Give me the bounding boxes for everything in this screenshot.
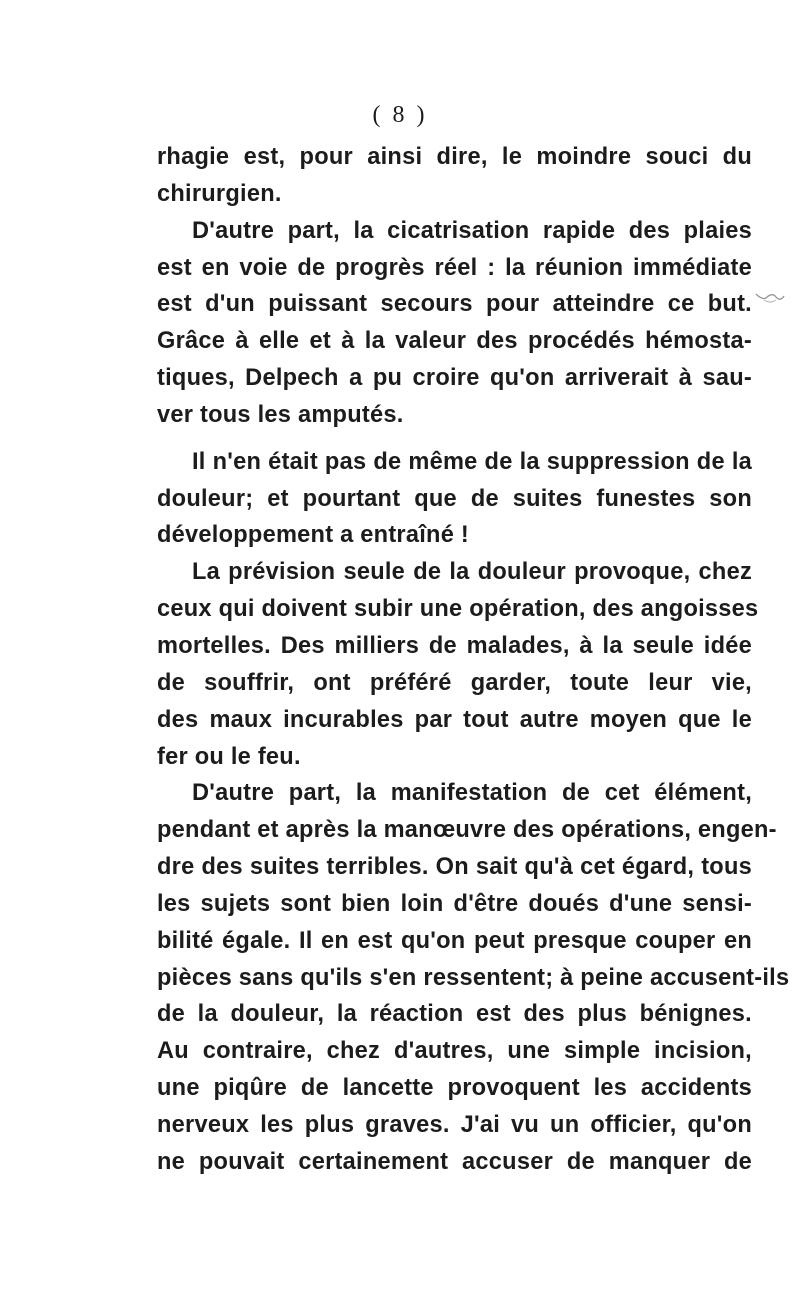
- text-line: mortelles. Des milliers de malades, à la seule idée: [157, 632, 752, 659]
- text-line: ver tous les amputés.: [157, 401, 404, 428]
- text-line: bilité égale. Il en est qu'on peut presque couper en: [157, 927, 752, 954]
- text-line: Au contraire, chez d'autres, une simple incision,: [157, 1038, 752, 1065]
- text-line: fer ou le feu.: [157, 743, 301, 770]
- paragraph: [157, 444, 752, 555]
- page-number: ( 8 ): [372, 102, 428, 128]
- text-line: pendant et après la manœuvre des opérations, engen-: [157, 817, 777, 844]
- text-line: rhagie est, pour ainsi dire, le moindre souci du: [157, 144, 752, 170]
- text-line: est d'un puissant secours pour atteindre ce but.: [157, 291, 752, 318]
- text-line: nerveux les plus graves. J'ai vu un officier, qu'on: [157, 1111, 752, 1138]
- text-line: Grâce à elle et à la valeur des procédés hémosta-: [157, 328, 752, 355]
- text-line: les sujets sont bien loin d'être doués d'une sensi-: [157, 890, 752, 917]
- text-line: développement a entraîné !: [157, 522, 469, 549]
- text-line: de la douleur, la réaction est des plus bénignes.: [157, 1001, 752, 1028]
- paragraph: [157, 213, 752, 434]
- paragraph: [157, 139, 752, 213]
- text-line: est en voie de progrès réel : la réunion immédiate: [157, 254, 752, 281]
- paragraph: [157, 554, 759, 775]
- margin-pencil-mark: [754, 288, 794, 306]
- text-line: chirurgien.: [157, 180, 282, 207]
- text-line: dre des suites terribles. On sait qu'à cet égard, tous: [157, 854, 752, 881]
- text-line: Il n'en était pas de même de la suppression de la: [192, 448, 752, 475]
- text-line: une piqûre de lancette provoquent les accidents: [157, 1075, 752, 1102]
- text-line: de souffrir, ont préféré garder, toute leur vie,: [157, 669, 752, 696]
- text-line: douleur; et pourtant que de suites funestes son: [157, 485, 752, 512]
- paragraph: [157, 775, 790, 1180]
- text-line: tiques, Delpech a pu croire qu'on arriverait à sau-: [157, 365, 752, 392]
- text-line: ceux qui doivent subir une opération, des angoisses: [157, 596, 759, 623]
- body-text: [157, 139, 790, 1181]
- text-line: pièces sans qu'ils s'en ressentent; à peine accusent-ils: [157, 964, 790, 991]
- text-line: des maux incurables par tout autre moyen que le: [157, 706, 752, 733]
- text-line: D'autre part, la manifestation de cet élément,: [192, 780, 752, 807]
- text-line: D'autre part, la cicatrisation rapide des plaies: [192, 217, 752, 244]
- text-line: La prévision seule de la douleur provoque, chez: [192, 559, 752, 586]
- text-line: ne pouvait certainement accuser de manquer de: [157, 1148, 752, 1175]
